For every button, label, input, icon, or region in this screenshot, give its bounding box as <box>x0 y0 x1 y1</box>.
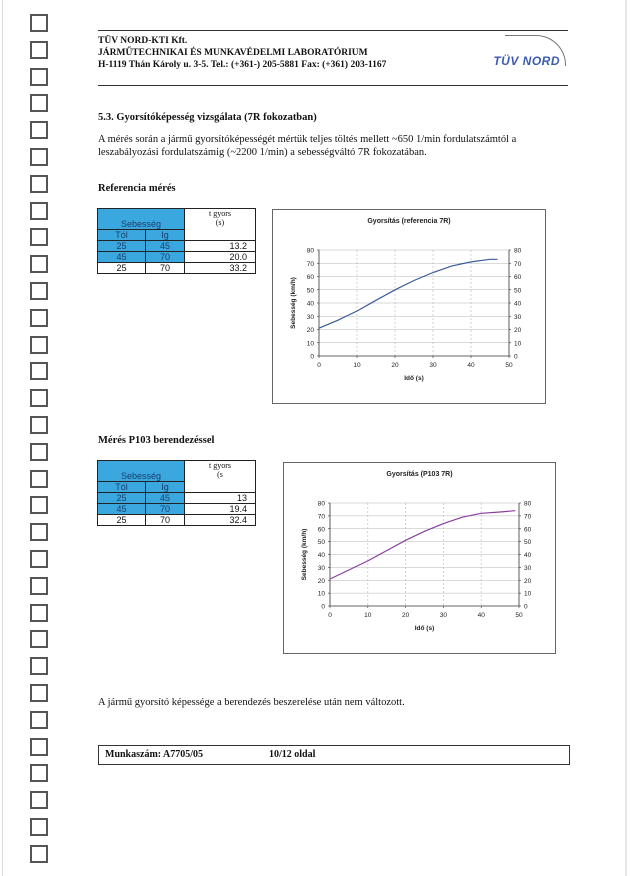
x-tick-label: 30 <box>429 362 437 369</box>
binding-ring <box>30 791 48 809</box>
x-tick-label: 0 <box>328 612 332 619</box>
speed-header: Sebesség <box>98 209 185 230</box>
y2-tick-label: 10 <box>524 590 532 598</box>
cell-from: 25 <box>98 241 146 252</box>
binding-ring <box>30 94 48 112</box>
page-number: 10/12 oldal <box>269 749 316 760</box>
y2-tick-label: 0 <box>514 353 518 361</box>
series-line <box>330 511 515 579</box>
cell-time: 32.4 <box>185 515 256 526</box>
table-row <box>98 515 256 526</box>
binding-ring <box>30 255 48 273</box>
to-header: Ig <box>145 482 184 493</box>
y2-tick-label: 0 <box>524 603 528 611</box>
p103-chart-svg <box>284 463 555 653</box>
x-tick-label: 10 <box>353 362 361 369</box>
y-axis-label: Sebesség (km/h) <box>301 528 308 581</box>
company-address: H-1119 Thán Károly u. 3-5. Tel.: (+361-) 205-5881 Fax: (+361) 203-1167 <box>98 60 387 70</box>
x-axis-label: Idő (s) <box>404 375 424 382</box>
x-tick-label: 50 <box>515 612 523 619</box>
y-tick-label: 40 <box>317 552 325 559</box>
cell-time: 33.2 <box>185 263 256 274</box>
y2-tick-label: 20 <box>524 577 532 585</box>
binding-ring <box>30 416 48 434</box>
x-tick-label: 30 <box>439 612 448 619</box>
y-tick-label: 60 <box>317 526 325 534</box>
y2-tick-label: 10 <box>514 340 522 348</box>
page-edge <box>625 0 627 876</box>
binding-ring <box>30 41 48 59</box>
y-tick-label: 80 <box>317 500 325 508</box>
y2-tick-label: 50 <box>514 287 522 295</box>
binding-ring <box>30 121 48 139</box>
table-row <box>98 263 256 274</box>
binding-ring <box>30 630 48 648</box>
footer-box <box>98 745 570 765</box>
x-tick-label: 20 <box>401 612 410 619</box>
binding-ring <box>30 175 48 193</box>
y2-tick-label: 40 <box>524 552 532 559</box>
x-tick-label: 10 <box>364 612 372 619</box>
p103-heading: Mérés P103 berendezéssel <box>98 435 215 446</box>
y-tick-label: 30 <box>306 313 314 321</box>
y2-tick-label: 40 <box>514 300 522 308</box>
binding-ring <box>30 470 48 488</box>
reference-heading: Referencia mérés <box>98 183 176 194</box>
cell-to: 70 <box>145 504 184 515</box>
spiral-binding <box>22 0 52 876</box>
page-spine <box>2 0 3 876</box>
binding-ring <box>30 577 48 595</box>
x-axis-label: Idő (s) <box>414 625 435 632</box>
reference-table <box>97 208 256 274</box>
binding-ring <box>30 68 48 86</box>
y-tick-label: 40 <box>306 300 314 308</box>
binding-ring <box>30 14 48 32</box>
binding-ring <box>30 738 48 756</box>
series-line <box>319 259 498 328</box>
cell-to: 45 <box>145 493 184 504</box>
company-name: TÜV NORD-KTI Kft. <box>98 36 188 46</box>
cell-time: 13.2 <box>185 241 256 252</box>
cell-time: 19.4 <box>185 504 256 515</box>
binding-ring <box>30 282 48 300</box>
section-title: 5.3. Gyorsítóképesség vizsgálata (7R fokozatban) <box>98 112 317 123</box>
binding-ring <box>30 389 48 407</box>
cell-from: 45 <box>98 504 146 515</box>
table-row <box>98 504 256 515</box>
binding-ring <box>30 228 48 246</box>
binding-ring <box>30 764 48 782</box>
y2-tick-label: 60 <box>524 526 532 534</box>
cell-to: 70 <box>145 515 184 526</box>
table-row <box>98 241 256 252</box>
y-tick-label: 60 <box>306 274 314 281</box>
binding-ring <box>30 550 48 568</box>
binding-ring <box>30 362 48 380</box>
table-row <box>98 252 256 263</box>
binding-ring <box>30 202 48 220</box>
binding-ring <box>30 309 48 327</box>
conclusion-text: A jármű gyorsító képessége a berendezés beszerelése után nem változott. <box>98 697 405 708</box>
chart-title: Gyorsítás (P103 7R) <box>386 471 453 478</box>
y2-tick-label: 30 <box>514 313 522 321</box>
lab-name: JÁRMŰTECHNIKAI ÉS MUNKAVÉDELMI LABORATÓRIUM <box>98 48 368 58</box>
table-row <box>98 493 256 504</box>
reference-chart-svg <box>273 210 545 403</box>
letterhead <box>98 30 568 86</box>
y-tick-label: 10 <box>317 590 325 598</box>
y2-tick-label: 30 <box>524 564 532 572</box>
cell-to: 70 <box>145 263 184 274</box>
x-tick-label: 0 <box>317 362 321 369</box>
y2-tick-label: 60 <box>514 274 522 281</box>
y-tick-label: 10 <box>306 340 314 348</box>
y-tick-label: 30 <box>317 564 325 572</box>
y2-tick-label: 70 <box>514 260 522 268</box>
cell-from: 25 <box>98 263 146 274</box>
y-tick-label: 50 <box>317 539 325 547</box>
cell-to: 70 <box>145 252 184 263</box>
y2-tick-label: 50 <box>524 539 532 547</box>
y2-tick-label: 70 <box>524 513 532 521</box>
x-tick-label: 40 <box>467 362 475 369</box>
y-tick-label: 0 <box>310 353 314 361</box>
y-tick-label: 70 <box>317 513 325 521</box>
y-axis-label: Sebesség (km/h) <box>290 277 297 329</box>
cell-to: 45 <box>145 241 184 252</box>
binding-ring <box>30 684 48 702</box>
x-tick-label: 20 <box>391 362 399 369</box>
cell-from: 45 <box>98 252 146 263</box>
y-tick-label: 20 <box>306 327 314 334</box>
y-tick-label: 20 <box>317 577 325 585</box>
binding-ring <box>30 496 48 514</box>
binding-ring <box>30 336 48 354</box>
cell-from: 25 <box>98 493 146 504</box>
binding-ring <box>30 443 48 461</box>
p103-chart <box>283 462 556 654</box>
time-header: t gyors (s <box>185 461 256 493</box>
chart-title: Gyorsítás (referencia 7R) <box>367 218 451 225</box>
x-tick-label: 40 <box>477 612 485 619</box>
y2-tick-label: 20 <box>514 327 522 334</box>
cell-time: 20.0 <box>185 252 256 263</box>
y-tick-label: 70 <box>306 260 314 268</box>
y2-tick-label: 80 <box>514 247 522 255</box>
time-header: t gyors (s) <box>185 209 256 241</box>
speed-header: Sebesség <box>98 461 185 482</box>
to-header: Ig <box>145 230 184 241</box>
from-header: Tól <box>98 482 146 493</box>
binding-ring <box>30 711 48 729</box>
binding-ring <box>30 604 48 622</box>
x-tick-label: 50 <box>505 362 513 369</box>
cell-time: 13 <box>185 493 256 504</box>
section-paragraph: A mérés során a jármű gyorsítóképességét mértük teljes töltés mellett ~650 1/min fordulatszámtól a leszabályozási fordulatszámig (~2200 1/min) a sebességváltó 7R fokozatában. <box>98 134 517 158</box>
p103-table <box>97 460 256 526</box>
y-tick-label: 50 <box>306 287 314 295</box>
binding-ring <box>30 657 48 675</box>
reference-chart <box>272 209 546 404</box>
binding-ring <box>30 818 48 836</box>
y-tick-label: 0 <box>321 603 325 611</box>
binding-ring <box>30 523 48 541</box>
binding-ring <box>30 845 48 863</box>
y-tick-label: 80 <box>306 247 314 255</box>
from-header: Tól <box>98 230 146 241</box>
y2-tick-label: 80 <box>524 500 532 508</box>
binding-ring <box>30 148 48 166</box>
job-number: Munkaszám: A7705/05 <box>105 749 204 760</box>
cell-from: 25 <box>98 515 146 526</box>
tuv-nord-logo: TÜV NORD <box>493 54 560 68</box>
